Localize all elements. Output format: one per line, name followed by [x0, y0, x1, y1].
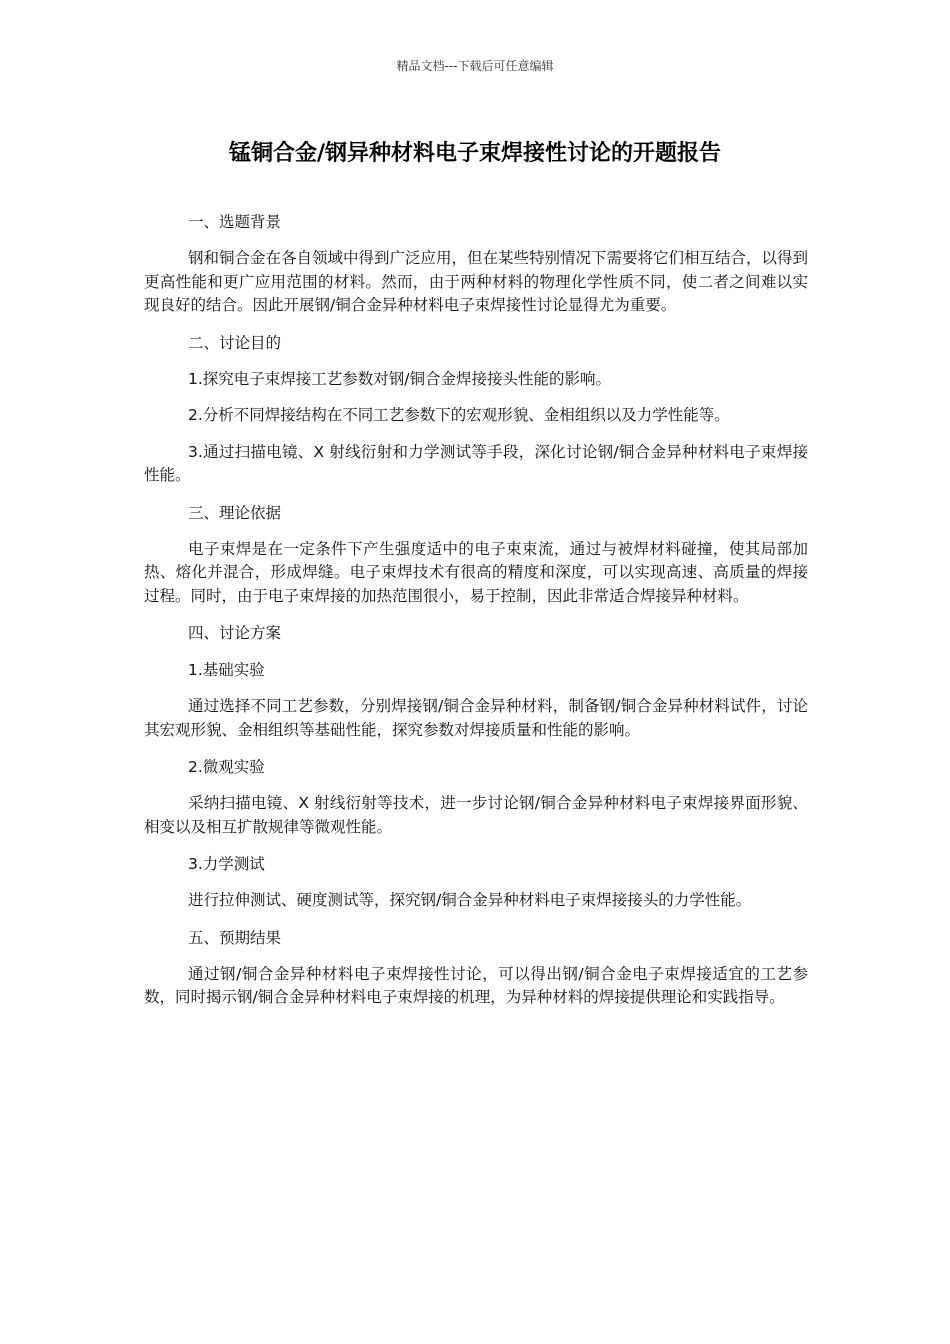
paragraph-purpose-2: 2.分析不同焊接结构在不同工艺参数下的宏观形貌、金相组织以及力学性能等。: [188, 406, 730, 424]
paragraph-purpose-1: 1.探究电子束焊接工艺参数对钢/铜合金焊接接头性能的影响。: [188, 369, 612, 388]
paragraph-mechanical-test: 进行拉伸测试、硬度测试等，探究钢/铜合金异种材料电子束焊接接头的力学性能。: [188, 891, 752, 909]
paragraph-background: 钢和铜合金在各自领域中得到广泛应用，但在某些特别情况下需要将它们相互结合，以得到更高性能和更广应用范围的材料。然而，由于两种材料的物理化学性质不同，使二者之间难以实现良好的结合。因此开展钢/铜合金异种材料电子束焊接性讨论显得尤为重要。: [144, 249, 809, 314]
paragraph-micro-experiment: 采纳扫描电镜、X 射线衍射等技术，进一步讨论钢/铜合金异种材料电子束焊接界面形貌、相变以及相互扩散规律等微观性能。: [144, 794, 808, 836]
subheading-micro-experiment: 2.微观实验: [188, 758, 265, 776]
paragraph-purpose-3: 3.通过扫描电镜、X 射线衍射和力学测试等手段，深化讨论钢/铜合金异种材料电子束焊接性能。: [144, 442, 808, 484]
paragraph-theory: 电子束焊是在一定条件下产生强度适中的电子束束流，通过与被焊材料碰撞，使其局部加热、熔化并混合，形成焊缝。电子束焊技术有很高的精度和深度，可以实现高速、高质量的焊接过程。同时，由于电子束焊接的加热范围很小，易于控制，因此非常适合焊接异种材料。: [144, 539, 808, 605]
subheading-basic-experiment: 1.基础实验: [188, 661, 265, 679]
subheading-mechanical-test: 3.力学测试: [188, 855, 265, 873]
section-heading-expected-results: 五、预期结果: [188, 928, 282, 947]
header-note: 精品文档---下载后可任意编辑: [396, 59, 554, 73]
document-body: [144, 210, 808, 1023]
paragraph-expected-results: 通过钢/铜合金异种材料电子束焊接性讨论，可以得出钢/铜合金电子束焊接适宜的工艺参数，同时揭示钢/铜合金异种材料电子束焊接的机理，为异种材料的焊接提供理论和实践指导。: [144, 964, 808, 1006]
section-heading-purpose: 二、讨论目的: [188, 333, 282, 352]
paragraph-basic-experiment: 通过选择不同工艺参数，分别焊接钢/铜合金异种材料，制备钢/铜合金异种材料试件，讨论其宏观形貌、金相组织等基础性能，探究参数对焊接质量和性能的影响。: [144, 697, 808, 739]
document-title: 锰铜合金/钢异种材料电子束焊接性讨论的开题报告: [228, 141, 722, 166]
section-heading-plan: 四、讨论方案: [188, 624, 282, 642]
section-heading-theory: 三、理论依据: [188, 503, 282, 522]
section-heading-background: 一、选题背景: [188, 213, 282, 231]
